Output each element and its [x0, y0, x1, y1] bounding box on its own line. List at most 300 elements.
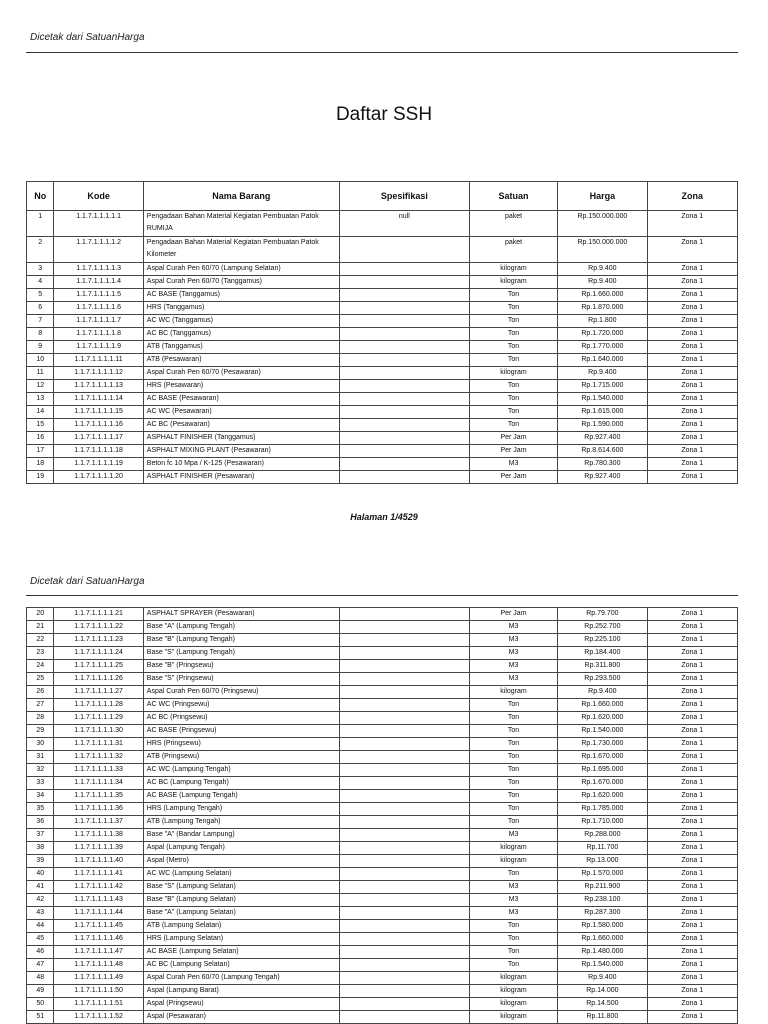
cell-zona: Zona 1: [647, 738, 737, 751]
cell-nama-barang: ATB (Pesawaran): [143, 354, 339, 367]
cell-zona: Zona 1: [647, 933, 737, 946]
table-row: [27, 445, 738, 458]
table-row: [27, 699, 738, 712]
cell-harga: Rp.1.615.000: [558, 406, 647, 419]
cell-nama-barang: AC BASE (Tanggamus): [143, 289, 339, 302]
table-row: [27, 777, 738, 790]
cell-harga: Rp.9.400: [558, 686, 647, 699]
cell-no: 32: [27, 764, 54, 777]
cell-no: 2: [27, 237, 54, 263]
cell-spesifikasi: [339, 907, 469, 920]
cell-zona: Zona 1: [647, 920, 737, 933]
cell-spesifikasi: null: [339, 211, 469, 237]
table-row: [27, 712, 738, 725]
cell-harga: Rp.288.000: [558, 829, 647, 842]
table-row: [27, 920, 738, 933]
cell-no: 40: [27, 868, 54, 881]
cell-no: 21: [27, 621, 54, 634]
cell-harga: Rp.927.400: [558, 471, 647, 484]
cell-no: 27: [27, 699, 54, 712]
cell-spesifikasi: [339, 608, 469, 621]
cell-kode: 1.1.7.1.1.1.1.47: [54, 946, 143, 959]
cell-harga: Rp.14.500: [558, 998, 647, 1011]
cell-harga: Rp.1.660.000: [558, 933, 647, 946]
cell-spesifikasi: [339, 985, 469, 998]
cell-harga: Rp.1.670.000: [558, 751, 647, 764]
cell-spesifikasi: [339, 712, 469, 725]
cell-no: 38: [27, 842, 54, 855]
cell-satuan: Ton: [469, 302, 557, 315]
table-row: [27, 432, 738, 445]
cell-kode: 1.1.7.1.1.1.1.35: [54, 790, 143, 803]
table-row: [27, 673, 738, 686]
cell-no: 50: [27, 998, 54, 1011]
cell-zona: Zona 1: [647, 946, 737, 959]
cell-no: 34: [27, 790, 54, 803]
cell-no: 22: [27, 634, 54, 647]
cell-no: 36: [27, 816, 54, 829]
table-row: [27, 725, 738, 738]
cell-kode: 1.1.7.1.1.1.1.12: [54, 367, 143, 380]
cell-satuan: kilogram: [469, 972, 557, 985]
cell-zona: Zona 1: [647, 959, 737, 972]
table-row: [27, 881, 738, 894]
cell-no: 26: [27, 686, 54, 699]
cell-spesifikasi: [339, 920, 469, 933]
cell-harga: Rp.9.400: [558, 263, 647, 276]
table-row: [27, 842, 738, 855]
cell-no: 11: [27, 367, 54, 380]
cell-no: 49: [27, 985, 54, 998]
cell-spesifikasi: [339, 829, 469, 842]
cell-harga: Rp.1.620.000: [558, 790, 647, 803]
cell-kode: 1.1.7.1.1.1.1.15: [54, 406, 143, 419]
cell-kode: 1.1.7.1.1.1.1.26: [54, 673, 143, 686]
cell-kode: 1.1.7.1.1.1.1.33: [54, 764, 143, 777]
cell-satuan: Ton: [469, 419, 557, 432]
cell-kode: 1.1.7.1.1.1.1.9: [54, 341, 143, 354]
cell-harga: Rp.1.570.000: [558, 868, 647, 881]
cell-nama-barang: Aspal (Pesawaran): [143, 1011, 339, 1024]
cell-no: 31: [27, 751, 54, 764]
cell-zona: Zona 1: [647, 894, 737, 907]
cell-spesifikasi: [339, 868, 469, 881]
table-row: [27, 894, 738, 907]
cell-no: 41: [27, 881, 54, 894]
cell-harga: Rp.293.500: [558, 673, 647, 686]
cell-nama-barang: Base "A" (Lampung Tengah): [143, 621, 339, 634]
table-row: [27, 393, 738, 406]
cell-no: 8: [27, 328, 54, 341]
ssh-table-page-1: [26, 181, 738, 484]
cell-nama-barang: Aspal Curah Pen 60/70 (Pringsewu): [143, 686, 339, 699]
cell-nama-barang: Base "A" (Lampung Selatan): [143, 907, 339, 920]
cell-nama-barang: Aspal Curah Pen 60/70 (Lampung Selatan): [143, 263, 339, 276]
cell-kode: 1.1.7.1.1.1.1.18: [54, 445, 143, 458]
cell-nama-barang: Base "B" (Pringsewu): [143, 660, 339, 673]
cell-kode: 1.1.7.1.1.1.1.23: [54, 634, 143, 647]
table-row: [27, 764, 738, 777]
cell-satuan: Ton: [469, 920, 557, 933]
cell-no: 51: [27, 1011, 54, 1024]
cell-nama-barang: Aspal (Lampung Barat): [143, 985, 339, 998]
cell-zona: Zona 1: [647, 341, 737, 354]
cell-nama-barang: Aspal Curah Pen 60/70 (Tanggamus): [143, 276, 339, 289]
cell-satuan: M3: [469, 621, 557, 634]
column-header-nama-barang: Nama Barang: [143, 182, 339, 211]
document-title: Daftar SSH: [335, 104, 433, 125]
cell-no: 45: [27, 933, 54, 946]
cell-nama-barang: AC WC (Pringsewu): [143, 699, 339, 712]
cell-harga: Rp.11.700: [558, 842, 647, 855]
cell-zona: Zona 1: [647, 725, 737, 738]
cell-zona: Zona 1: [647, 354, 737, 367]
cell-harga: Rp.1.710.000: [558, 816, 647, 829]
cell-spesifikasi: [339, 393, 469, 406]
table-row: [27, 972, 738, 985]
cell-harga: Rp.1.720.000: [558, 328, 647, 341]
cell-no: 17: [27, 445, 54, 458]
table-row: [27, 985, 738, 998]
cell-no: 5: [27, 289, 54, 302]
cell-nama-barang: AC BASE (Lampung Tengah): [143, 790, 339, 803]
cell-nama-barang: Aspal (Lampung Tengah): [143, 842, 339, 855]
cell-zona: Zona 1: [647, 328, 737, 341]
cell-kode: 1.1.7.1.1.1.1.46: [54, 933, 143, 946]
cell-zona: Zona 1: [647, 634, 737, 647]
cell-harga: Rp.238.100: [558, 894, 647, 907]
cell-kode: 1.1.7.1.1.1.1.48: [54, 959, 143, 972]
cell-zona: Zona 1: [647, 419, 737, 432]
table-header-row: [27, 182, 738, 211]
cell-satuan: M3: [469, 660, 557, 673]
table-row: [27, 738, 738, 751]
cell-spesifikasi: [339, 660, 469, 673]
cell-zona: Zona 1: [647, 803, 737, 816]
cell-kode: 1.1.7.1.1.1.1.52: [54, 1011, 143, 1024]
cell-nama-barang: HRS (Lampung Tengah): [143, 803, 339, 816]
cell-kode: 1.1.7.1.1.1.1.19: [54, 458, 143, 471]
cell-harga: Rp.1.620.000: [558, 712, 647, 725]
cell-kode: 1.1.7.1.1.1.1.21: [54, 608, 143, 621]
cell-kode: 1.1.7.1.1.1.1.22: [54, 621, 143, 634]
cell-nama-barang: AC WC (Pesawaran): [143, 406, 339, 419]
cell-satuan: kilogram: [469, 686, 557, 699]
cell-kode: 1.1.7.1.1.1.1.50: [54, 985, 143, 998]
cell-nama-barang: Aspal (Pringsewu): [143, 998, 339, 1011]
cell-kode: 1.1.7.1.1.1.1.32: [54, 751, 143, 764]
cell-no: 30: [27, 738, 54, 751]
cell-satuan: Ton: [469, 712, 557, 725]
cell-satuan: Ton: [469, 328, 557, 341]
cell-kode: 1.1.7.1.1.1.1.20: [54, 471, 143, 484]
table-row: [27, 998, 738, 1011]
cell-no: 33: [27, 777, 54, 790]
cell-nama-barang: HRS (Tanggamus): [143, 302, 339, 315]
cell-kode: 1.1.7.1.1.1.1.6: [54, 302, 143, 315]
cell-kode: 1.1.7.1.1.1.1.16: [54, 419, 143, 432]
page-header-note-2: Dicetak dari SatuanHarga: [30, 576, 145, 587]
cell-spesifikasi: [339, 946, 469, 959]
cell-zona: Zona 1: [647, 237, 737, 263]
cell-satuan: Ton: [469, 699, 557, 712]
cell-zona: Zona 1: [647, 855, 737, 868]
table-row: [27, 608, 738, 621]
cell-satuan: Ton: [469, 289, 557, 302]
table-row: [27, 647, 738, 660]
cell-satuan: Ton: [469, 777, 557, 790]
cell-nama-barang: AC WC (Lampung Selatan): [143, 868, 339, 881]
cell-satuan: Per Jam: [469, 445, 557, 458]
column-header-no: No: [27, 182, 54, 211]
cell-satuan: M3: [469, 634, 557, 647]
cell-zona: Zona 1: [647, 289, 737, 302]
cell-spesifikasi: [339, 354, 469, 367]
table-row: [27, 855, 738, 868]
cell-spesifikasi: [339, 855, 469, 868]
cell-satuan: Ton: [469, 803, 557, 816]
cell-zona: Zona 1: [647, 842, 737, 855]
table-row: [27, 302, 738, 315]
cell-harga: Rp.14.000: [558, 985, 647, 998]
cell-zona: Zona 1: [647, 816, 737, 829]
cell-nama-barang: Pengadaan Bahan Material Kegiatan Pembuatan Patok Kilometer: [143, 237, 339, 263]
cell-no: 44: [27, 920, 54, 933]
cell-nama-barang: AC BC (Pesawaran): [143, 419, 339, 432]
cell-nama-barang: Base "B" (Lampung Tengah): [143, 634, 339, 647]
cell-harga: Rp.1.800: [558, 315, 647, 328]
cell-kode: 1.1.7.1.1.1.1.14: [54, 393, 143, 406]
cell-zona: Zona 1: [647, 432, 737, 445]
cell-spesifikasi: [339, 328, 469, 341]
cell-zona: Zona 1: [647, 881, 737, 894]
cell-zona: Zona 1: [647, 608, 737, 621]
table-row: [27, 354, 738, 367]
column-header-spesifikasi: Spesifikasi: [339, 182, 469, 211]
cell-kode: 1.1.7.1.1.1.1.37: [54, 816, 143, 829]
cell-zona: Zona 1: [647, 276, 737, 289]
cell-nama-barang: Aspal Curah Pen 60/70 (Pesawaran): [143, 367, 339, 380]
cell-spesifikasi: [339, 725, 469, 738]
table-row: [27, 803, 738, 816]
cell-nama-barang: AC BC (Pringsewu): [143, 712, 339, 725]
cell-nama-barang: Aspal (Metro): [143, 855, 339, 868]
cell-kode: 1.1.7.1.1.1.1.42: [54, 881, 143, 894]
page-header-note: Dicetak dari SatuanHarga: [30, 32, 145, 43]
table-row: [27, 289, 738, 302]
table-row: [27, 237, 738, 263]
cell-no: 10: [27, 354, 54, 367]
ssh-table-page-2: [26, 607, 738, 1024]
cell-kode: 1.1.7.1.1.1.1.30: [54, 725, 143, 738]
cell-nama-barang: Base "B" (Lampung Selatan): [143, 894, 339, 907]
table-row: [27, 829, 738, 842]
cell-no: 13: [27, 393, 54, 406]
cell-nama-barang: ASPHALT SPRAYER (Pesawaran): [143, 608, 339, 621]
cell-spesifikasi: [339, 751, 469, 764]
cell-no: 29: [27, 725, 54, 738]
cell-kode: 1.1.7.1.1.1.1.7: [54, 315, 143, 328]
cell-zona: Zona 1: [647, 907, 737, 920]
cell-satuan: kilogram: [469, 842, 557, 855]
cell-harga: Rp.150.000.000: [558, 211, 647, 237]
cell-spesifikasi: [339, 686, 469, 699]
cell-nama-barang: AC BASE (Pringsewu): [143, 725, 339, 738]
cell-satuan: Ton: [469, 725, 557, 738]
cell-satuan: Ton: [469, 933, 557, 946]
cell-nama-barang: HRS (Pesawaran): [143, 380, 339, 393]
cell-satuan: Per Jam: [469, 608, 557, 621]
cell-harga: Rp.1.540.000: [558, 393, 647, 406]
cell-no: 18: [27, 458, 54, 471]
cell-zona: Zona 1: [647, 1011, 737, 1024]
cell-no: 47: [27, 959, 54, 972]
cell-spesifikasi: [339, 621, 469, 634]
cell-spesifikasi: [339, 816, 469, 829]
table-row: [27, 406, 738, 419]
cell-spesifikasi: [339, 276, 469, 289]
cell-satuan: Ton: [469, 315, 557, 328]
cell-satuan: kilogram: [469, 276, 557, 289]
cell-nama-barang: AC WC (Tanggamus): [143, 315, 339, 328]
header-rule-2: [26, 595, 738, 596]
cell-nama-barang: Aspal Curah Pen 60/70 (Lampung Tengah): [143, 972, 339, 985]
cell-spesifikasi: [339, 998, 469, 1011]
cell-satuan: Ton: [469, 764, 557, 777]
cell-spesifikasi: [339, 302, 469, 315]
cell-kode: 1.1.7.1.1.1.1.5: [54, 289, 143, 302]
table-row: [27, 634, 738, 647]
cell-harga: Rp.8.614.600: [558, 445, 647, 458]
cell-nama-barang: AC BC (Lampung Tengah): [143, 777, 339, 790]
column-header-zona: Zona: [647, 182, 737, 211]
cell-harga: Rp.287.300: [558, 907, 647, 920]
cell-no: 14: [27, 406, 54, 419]
cell-zona: Zona 1: [647, 998, 737, 1011]
cell-no: 4: [27, 276, 54, 289]
table-row: [27, 458, 738, 471]
cell-kode: 1.1.7.1.1.1.1.40: [54, 855, 143, 868]
cell-harga: Rp.1.660.000: [558, 289, 647, 302]
cell-kode: 1.1.7.1.1.1.1.24: [54, 647, 143, 660]
cell-zona: Zona 1: [647, 211, 737, 237]
column-header-satuan: Satuan: [469, 182, 557, 211]
cell-zona: Zona 1: [647, 315, 737, 328]
cell-satuan: Ton: [469, 959, 557, 972]
table-row: [27, 419, 738, 432]
cell-nama-barang: Beton fc 10 Mpa / K-125 (Pesawaran): [143, 458, 339, 471]
cell-zona: Zona 1: [647, 764, 737, 777]
cell-harga: Rp.11.800: [558, 1011, 647, 1024]
cell-satuan: Ton: [469, 341, 557, 354]
cell-nama-barang: Pengadaan Bahan Material Kegiatan Pembuatan Patok RUMIJA: [143, 211, 339, 237]
cell-harga: Rp.927.400: [558, 432, 647, 445]
cell-kode: 1.1.7.1.1.1.1.43: [54, 894, 143, 907]
cell-kode: 1.1.7.1.1.1.1.1: [54, 211, 143, 237]
cell-satuan: Per Jam: [469, 432, 557, 445]
cell-zona: Zona 1: [647, 445, 737, 458]
cell-no: 7: [27, 315, 54, 328]
cell-kode: 1.1.7.1.1.1.1.34: [54, 777, 143, 790]
cell-harga: Rp.1.730.000: [558, 738, 647, 751]
cell-satuan: M3: [469, 881, 557, 894]
cell-spesifikasi: [339, 842, 469, 855]
header-rule: [26, 52, 738, 53]
table-row: [27, 959, 738, 972]
cell-satuan: Ton: [469, 868, 557, 881]
page-number: Halaman 1/4529: [350, 512, 418, 522]
cell-harga: Rp.1.770.000: [558, 341, 647, 354]
cell-nama-barang: Base "S" (Lampung Tengah): [143, 647, 339, 660]
cell-harga: Rp.1.870.000: [558, 302, 647, 315]
cell-nama-barang: ASPHALT MIXING PLANT (Pesawaran): [143, 445, 339, 458]
cell-satuan: Ton: [469, 790, 557, 803]
cell-harga: Rp.13.000: [558, 855, 647, 868]
cell-no: 25: [27, 673, 54, 686]
cell-spesifikasi: [339, 634, 469, 647]
cell-kode: 1.1.7.1.1.1.1.44: [54, 907, 143, 920]
cell-harga: Rp.1.540.000: [558, 959, 647, 972]
cell-zona: Zona 1: [647, 699, 737, 712]
cell-satuan: Ton: [469, 380, 557, 393]
cell-kode: 1.1.7.1.1.1.1.39: [54, 842, 143, 855]
cell-zona: Zona 1: [647, 868, 737, 881]
cell-spesifikasi: [339, 315, 469, 328]
cell-harga: Rp.184.400: [558, 647, 647, 660]
cell-satuan: Ton: [469, 406, 557, 419]
cell-satuan: M3: [469, 647, 557, 660]
cell-spesifikasi: [339, 471, 469, 484]
cell-satuan: Ton: [469, 751, 557, 764]
cell-spesifikasi: [339, 881, 469, 894]
cell-no: 9: [27, 341, 54, 354]
table-row: [27, 946, 738, 959]
cell-zona: Zona 1: [647, 686, 737, 699]
cell-no: 24: [27, 660, 54, 673]
cell-spesifikasi: [339, 933, 469, 946]
cell-spesifikasi: [339, 972, 469, 985]
cell-zona: Zona 1: [647, 302, 737, 315]
cell-satuan: M3: [469, 673, 557, 686]
cell-satuan: kilogram: [469, 367, 557, 380]
cell-harga: Rp.1.480.000: [558, 946, 647, 959]
cell-satuan: M3: [469, 894, 557, 907]
cell-zona: Zona 1: [647, 972, 737, 985]
cell-spesifikasi: [339, 738, 469, 751]
cell-harga: Rp.1.670.000: [558, 777, 647, 790]
cell-zona: Zona 1: [647, 263, 737, 276]
cell-zona: Zona 1: [647, 790, 737, 803]
cell-zona: Zona 1: [647, 647, 737, 660]
cell-nama-barang: ASPHALT FINISHER (Pesawaran): [143, 471, 339, 484]
cell-zona: Zona 1: [647, 621, 737, 634]
cell-zona: Zona 1: [647, 380, 737, 393]
cell-satuan: Per Jam: [469, 471, 557, 484]
cell-satuan: M3: [469, 829, 557, 842]
cell-satuan: M3: [469, 907, 557, 920]
cell-spesifikasi: [339, 777, 469, 790]
cell-nama-barang: Base "S" (Lampung Selatan): [143, 881, 339, 894]
cell-kode: 1.1.7.1.1.1.1.45: [54, 920, 143, 933]
table-row: [27, 276, 738, 289]
cell-spesifikasi: [339, 367, 469, 380]
cell-no: 1: [27, 211, 54, 237]
cell-no: 46: [27, 946, 54, 959]
cell-kode: 1.1.7.1.1.1.1.28: [54, 699, 143, 712]
cell-kode: 1.1.7.1.1.1.1.31: [54, 738, 143, 751]
cell-nama-barang: ATB (Tanggamus): [143, 341, 339, 354]
cell-zona: Zona 1: [647, 751, 737, 764]
